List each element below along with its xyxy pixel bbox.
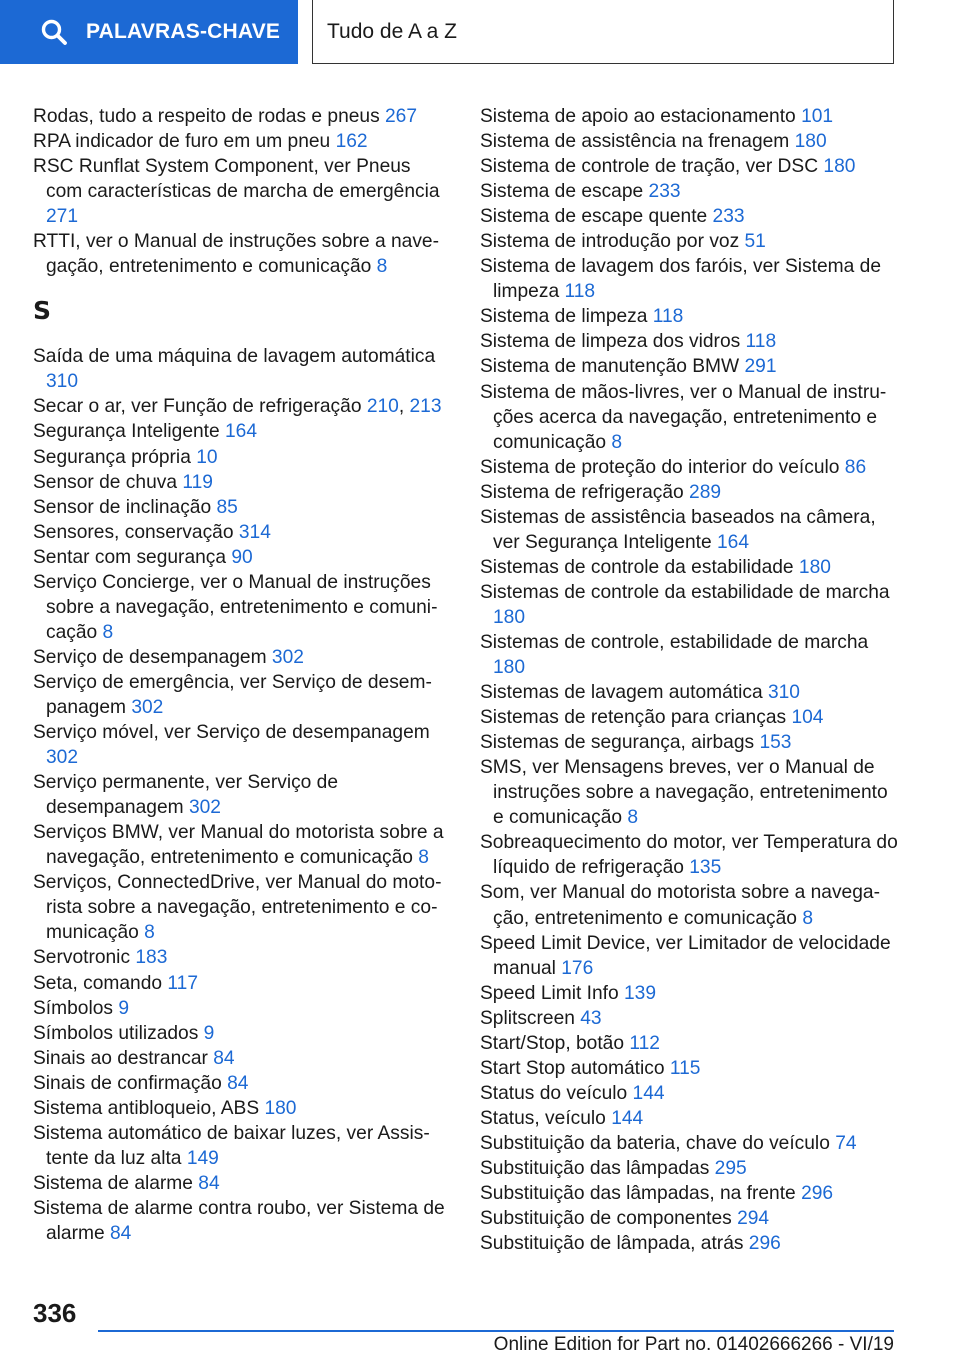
index-entry	[33, 445, 448, 470]
index-entry-text: Serviço Concierge, ver o Manual de instruções sobre a navegação, entretenimento e comunicação	[33, 571, 438, 643]
index-entry-text: Sensor de inclinação	[33, 496, 217, 518]
index-entry	[33, 1046, 448, 1071]
index-entry	[480, 154, 900, 179]
index-entry	[480, 104, 900, 129]
index-entry-text: Substituição da bateria, chave do veículo	[480, 1132, 836, 1154]
index-entry	[480, 480, 900, 505]
edition-note: Online Edition for Part no. 01402666266 - VI/19	[493, 1334, 894, 1355]
index-entry	[480, 730, 900, 755]
index-entry-text: Serviço móvel, ver Serviço de desempanagem	[33, 722, 430, 744]
index-entry-text: Sistema de controle de tração, ver DSC	[480, 156, 824, 178]
page-link[interactable]: 180	[493, 606, 526, 628]
page-link[interactable]: 302	[271, 646, 304, 668]
index-entry-text: Sensores, conservação	[33, 521, 239, 543]
index-entry-text: Sistema de escape	[480, 181, 649, 203]
page-link[interactable]: 84	[198, 1172, 220, 1194]
index-entry-text: Start/Stop, botão	[480, 1032, 630, 1054]
index-entry	[480, 329, 900, 354]
index-entry	[33, 419, 448, 444]
index-entry-text: Sistemas de lavagem automática	[480, 682, 768, 704]
page-link[interactable]: 8	[611, 431, 623, 453]
tab-a-to-z-label: Tudo de A a Z	[327, 19, 457, 43]
index-entry	[480, 505, 900, 555]
tab-a-to-z[interactable]	[312, 0, 894, 64]
index-entry-text: Sistema de assistência na frenagem	[480, 131, 795, 153]
index-entry-text: SMS, ver Mensagens breves, ver o Manual de instruções sobre a navegação, entretenimento e comunicação	[480, 757, 888, 829]
page-link[interactable]: 104	[791, 707, 824, 729]
index-entry-text: RPA indicador de furo em um pneu	[33, 131, 336, 153]
page-link[interactable]: 10	[196, 446, 218, 468]
index-entry-text: Substituição das lâmpadas, na frente	[480, 1183, 802, 1205]
page-link[interactable]: 180	[798, 556, 831, 578]
index-entry-text: Sistema de alarme	[33, 1172, 199, 1194]
index-entry	[33, 104, 448, 129]
index-entry-text: Rodas, tudo a respeito de rodas e pneus	[33, 106, 386, 127]
footer-divider	[98, 1330, 894, 1332]
page-link[interactable]: 8	[418, 847, 429, 869]
index-entry	[33, 770, 448, 820]
index-entry	[480, 1031, 900, 1056]
index-entry	[33, 670, 448, 720]
page-link[interactable]: 8	[102, 621, 114, 643]
index-entry	[480, 229, 900, 254]
page-link[interactable]: 176	[561, 957, 594, 979]
index-entry	[480, 1056, 900, 1081]
index-entry-text: Status do veículo	[480, 1082, 633, 1104]
index-entry	[33, 1196, 448, 1246]
page-link[interactable]: 180	[264, 1097, 297, 1119]
keywords-label: PALAVRAS-CHAVE	[86, 20, 281, 43]
page-link[interactable]: 302	[46, 747, 79, 769]
index-column-left	[33, 104, 448, 1246]
page-link[interactable]: 43	[580, 1007, 602, 1029]
index-entry: Secar o ar, ver Função de refrigeração 210, 213	[33, 396, 442, 418]
index-entry	[480, 304, 900, 329]
index-entry-text: Substituição de componentes	[480, 1208, 738, 1230]
page-link[interactable]: 153	[759, 732, 792, 754]
page-link[interactable]: 144	[611, 1107, 644, 1129]
index-entry	[33, 971, 448, 996]
index-letter-heading: S	[33, 296, 52, 326]
index-entry-text: Símbolos	[33, 997, 119, 1019]
page-link[interactable]: 302	[188, 797, 221, 819]
index-entry	[480, 555, 900, 580]
index-entry-text: Sinais de confirmação	[33, 1072, 228, 1094]
page-link[interactable]: 180	[823, 156, 856, 178]
index-entry-text: Substituição de lâmpada, atrás	[480, 1233, 749, 1255]
page-link[interactable]: 291	[744, 356, 777, 378]
page-link[interactable]: 144	[632, 1082, 665, 1104]
index-entry	[480, 830, 900, 880]
index-entry	[480, 354, 900, 379]
index-entry	[33, 1096, 448, 1121]
index-entry-text: Sistemas de assistência baseados na câmera, ver Segurança Inteligente	[480, 506, 876, 553]
index-entry-text: Speed Limit Device, ver Limitador de velocidade manual	[480, 932, 891, 979]
index-entry-text: Segurança Inteligente	[33, 421, 226, 443]
index-entry	[480, 254, 900, 304]
index-entry-text: Sistema de mãos-livres, ver o Manual de instruções acerca da navegação, entretenimento e comunicação	[480, 381, 887, 453]
page-link[interactable]: 118	[564, 281, 596, 303]
page-link[interactable]: 164	[717, 531, 750, 553]
page-link[interactable]: 289	[689, 481, 722, 503]
index-entry-text: Sistema de apoio ao estacionamento	[480, 106, 802, 127]
index-entry-text: Sobreaquecimento do motor, ver Temperatura do líquido de refrigeração	[480, 832, 898, 879]
page-link[interactable]: 233	[712, 206, 745, 228]
page-link[interactable]: 149	[186, 1147, 219, 1169]
index-entry	[33, 344, 448, 394]
index-entry	[33, 545, 448, 570]
keywords-button[interactable]	[0, 0, 298, 64]
index-entry	[33, 720, 448, 770]
index-entry-text: Sinais ao destrancar	[33, 1047, 214, 1069]
index-entry	[33, 645, 448, 670]
index-entry-text: Servotronic	[33, 947, 136, 969]
index-entry	[480, 981, 900, 1006]
page-link[interactable]: 233	[648, 181, 681, 203]
page-link[interactable]: 84	[213, 1047, 235, 1069]
index-entry-text: RSC Runflat System Component, ver Pneus com características de marcha de emergência	[33, 156, 440, 203]
index-entry-text: Sistema de limpeza	[480, 306, 653, 328]
index-entry-text: Sensor de chuva	[33, 471, 183, 493]
page-link[interactable]: 210	[366, 396, 399, 418]
index-entry-text: Símbolos utilizados	[33, 1022, 204, 1044]
search-icon	[40, 18, 68, 46]
page-link[interactable]: 314	[238, 521, 271, 543]
index-entry	[480, 705, 900, 730]
page-link[interactable]: 84	[109, 1222, 132, 1244]
index-entry-text: Sistema de manutenção BMW	[480, 356, 745, 378]
index-entry-text: Sistema de lavagem dos faróis, ver Sistema de limpeza	[480, 256, 881, 303]
page-link[interactable]: 310	[46, 371, 79, 393]
index-entry-text: Sistemas de retenção para crianças	[480, 707, 792, 729]
index-entry-text: Substituição das lâmpadas	[480, 1157, 715, 1179]
index-entry	[480, 1081, 900, 1106]
page-link[interactable]: 9	[203, 1022, 215, 1044]
page-link[interactable]: 296	[801, 1183, 834, 1205]
index-entry	[33, 129, 448, 154]
page-link[interactable]: 164	[225, 421, 258, 443]
index-entry	[480, 931, 900, 981]
page-link[interactable]: 294	[737, 1208, 770, 1230]
index-entry-text: Serviço de emergência, ver Serviço de desempanagem	[33, 671, 432, 718]
index-entry	[480, 680, 900, 705]
index-entry-text: Saída de uma máquina de lavagem automática	[33, 346, 436, 368]
index-entry-text: Sistema de introdução por voz	[480, 231, 745, 253]
index-entry	[33, 520, 448, 545]
index-entry-text: Speed Limit Info	[480, 982, 624, 1004]
index-entry-text: Start Stop automático	[480, 1057, 670, 1079]
page-link[interactable]: 8	[802, 907, 813, 929]
page-link[interactable]: 295	[714, 1157, 747, 1179]
index-entry-text: Sistema automático de baixar luzes, ver Assistente da luz alta	[33, 1122, 430, 1169]
page-link[interactable]: 101	[801, 106, 834, 127]
index-entry-text: Sentar com segurança	[33, 546, 232, 568]
page-link[interactable]: 119	[182, 471, 213, 493]
index-entry-text: Sistemas de controle da estabilidade de marcha	[480, 581, 890, 603]
index-entry	[480, 380, 900, 455]
page-link[interactable]: 118	[652, 306, 684, 328]
index-entry-text: Sistema de proteção do interior do veículo	[480, 456, 845, 478]
page-link[interactable]: 267	[385, 106, 418, 127]
index-entry	[33, 229, 448, 279]
page-link[interactable]: 180	[794, 131, 827, 153]
page-link[interactable]: 51	[744, 231, 766, 253]
index-entry	[480, 1131, 900, 1156]
page-link[interactable]: 183	[135, 947, 168, 969]
index-entry	[480, 1106, 900, 1131]
index-entry-text: Sistema de refrigeração	[480, 481, 690, 503]
index-entry-text: Sistemas de segurança, airbags	[480, 732, 760, 754]
index-entry-text: Sistema antibloqueio, ABS	[33, 1097, 265, 1119]
index-entry	[480, 755, 900, 830]
index-entry	[33, 154, 448, 229]
index-entry	[33, 820, 448, 870]
page-link[interactable]: 9	[118, 997, 129, 1019]
index-entry	[33, 996, 448, 1021]
index-entry	[480, 1156, 900, 1181]
index-entry	[480, 1206, 900, 1231]
page-link[interactable]: 112	[629, 1032, 660, 1054]
index-entry-text: Seta, comando	[33, 972, 168, 994]
index-entry	[33, 1071, 448, 1096]
page-link[interactable]: 115	[669, 1057, 701, 1079]
index-entry	[480, 179, 900, 204]
page-link[interactable]: 135	[689, 857, 722, 879]
index-entry	[33, 1021, 448, 1046]
index-entry-text: Serviço permanente, ver Serviço de desempanagem	[33, 772, 339, 819]
page-link[interactable]: 213	[409, 396, 442, 418]
page-link[interactable]: 310	[767, 682, 800, 704]
index-entry	[480, 1006, 900, 1031]
page-link[interactable]: 118	[745, 331, 777, 353]
index-entry-text: Status, veículo	[480, 1107, 612, 1129]
index-entry-text: Sistema de limpeza dos vidros	[480, 331, 746, 353]
index-entry-text: Secar o ar, ver Função de refrigeração	[33, 396, 367, 418]
index-entry-text: Sistemas de controle, estabilidade de marcha	[480, 631, 869, 653]
index-entry	[480, 129, 900, 154]
index-entry	[480, 1231, 900, 1256]
index-entry	[480, 880, 900, 930]
index-entry-text: Sistema de escape quente	[480, 206, 713, 228]
page-link[interactable]: 8	[627, 807, 639, 829]
page-link[interactable]: 302	[131, 696, 164, 718]
page-link[interactable]: 139	[624, 982, 657, 1004]
index-entry	[33, 495, 448, 520]
index-entry-text: Serviço de desempanagem	[33, 646, 272, 668]
index-entry	[480, 580, 900, 630]
page-link[interactable]: 296	[748, 1233, 781, 1255]
index-entry-text: RTTI, ver o Manual de instruções sobre a navegação, entretenimento e comunicação	[33, 231, 439, 278]
index-entry	[480, 204, 900, 229]
index-entry-text: Serviços BMW, ver Manual do motorista sobre a navegação, entretenimento e comunicação	[33, 822, 444, 869]
page-link[interactable]: 271	[46, 206, 79, 228]
page-link[interactable]: 74	[835, 1132, 857, 1154]
index-entry-text: Segurança própria	[33, 446, 197, 468]
page-link[interactable]: 90	[231, 546, 253, 568]
index-entry-text: Splitscreen	[480, 1007, 581, 1029]
index-entry	[480, 1181, 900, 1206]
index-entry-text: Som, ver Manual do motorista sobre a navegação, entretenimento e comunicação	[480, 882, 880, 929]
index-entry	[33, 945, 448, 970]
index-entry-text: Sistemas de controle da estabilidade	[480, 556, 799, 578]
index-entry	[33, 470, 448, 495]
index-entry	[33, 870, 448, 945]
index-column-right	[480, 104, 900, 1256]
index-entry	[33, 1121, 448, 1171]
page-link[interactable]: 162	[335, 131, 368, 153]
page-link[interactable]: 86	[844, 456, 867, 478]
page-number: 336	[33, 1298, 77, 1328]
index-entry-text: Serviços, ConnectedDrive, ver Manual do motorista sobre a navegação, entretenimento e comunicação	[33, 872, 442, 944]
page-link[interactable]: 85	[216, 496, 238, 518]
index-entry	[480, 455, 900, 480]
page-link[interactable]: 8	[144, 922, 155, 944]
page-link[interactable]: 180	[493, 657, 526, 679]
header	[0, 0, 960, 66]
index-entry	[33, 1171, 448, 1196]
page-link[interactable]: 117	[167, 972, 198, 994]
index-entry	[480, 630, 900, 680]
page-link[interactable]: 8	[376, 256, 388, 278]
page-link[interactable]: 84	[227, 1072, 249, 1094]
index-entry	[33, 570, 448, 645]
index-entry-text: Sistema de alarme contra roubo, ver Sistema de alarme	[33, 1197, 445, 1244]
